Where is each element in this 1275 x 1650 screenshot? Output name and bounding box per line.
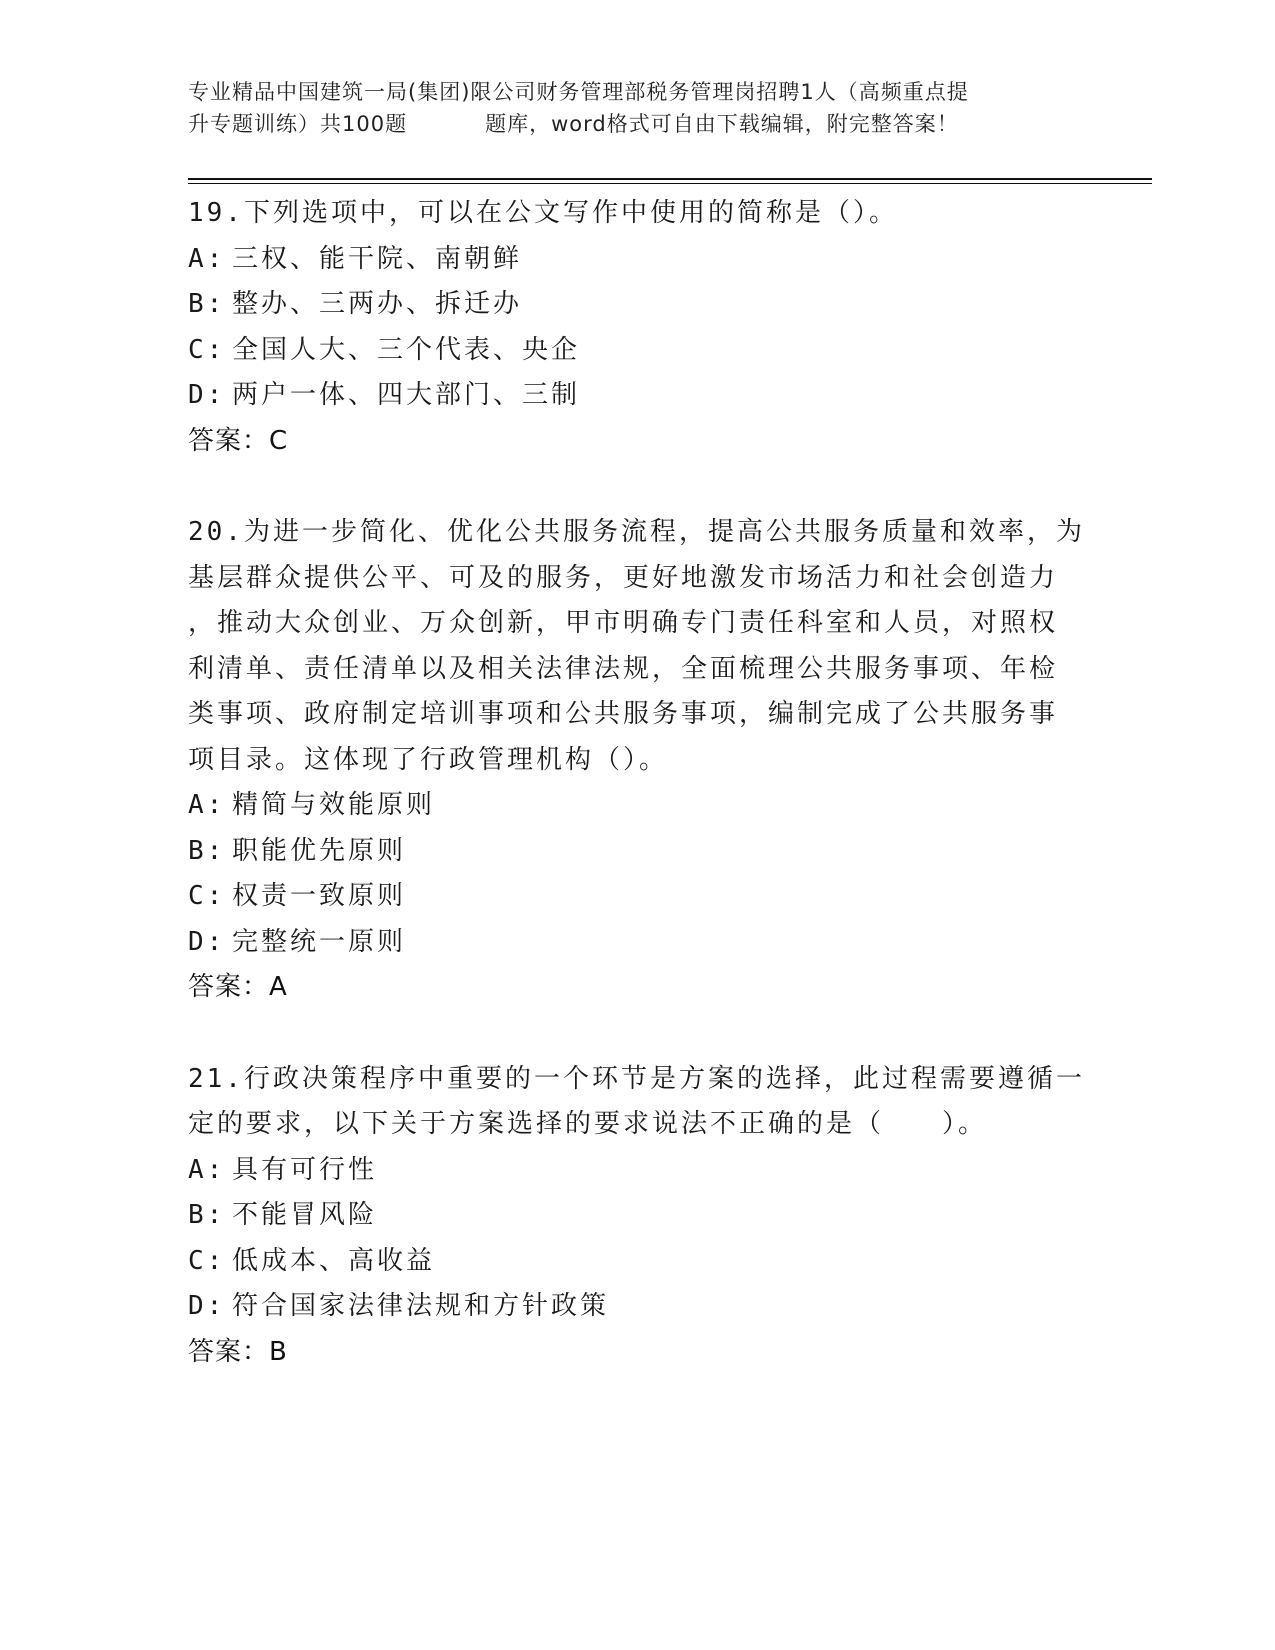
option-b <box>188 282 1088 328</box>
answer-label: 答案： <box>188 1336 270 1367</box>
option-b <box>188 829 1088 875</box>
stem-line: 类事项、政府制定培训事项和公共服务事项，编制完成了公共服务事 <box>188 699 1059 729</box>
question-stem <box>188 510 1088 783</box>
document-header <box>188 76 1088 140</box>
option-letter: C: <box>188 881 226 911</box>
option-letter: C: <box>188 1245 226 1276</box>
answer-line <box>188 1330 1088 1376</box>
option-letter: D: <box>188 1291 226 1321</box>
option-letter: A: <box>188 1154 226 1185</box>
option-text: 完整统一原则 <box>232 926 407 957</box>
stem-line: 利清单、责任清单以及相关法律法规，全面梳理公共服务事项、年检 <box>188 653 1059 684</box>
option-letter: D: <box>188 926 226 957</box>
header-title-line-2: 升专题训练）共100题 <box>188 112 408 136</box>
stem-line: 20.为进一步简化、优化公共服务流程，提高公共服务质量和效率，为 <box>188 517 1085 547</box>
option-letter: B: <box>188 289 226 319</box>
option-letter: A: <box>188 790 226 820</box>
option-text: 权责一致原则 <box>232 881 407 911</box>
option-text: 低成本、高收益 <box>232 1245 436 1276</box>
option-d <box>188 920 1088 966</box>
option-d <box>188 373 1088 419</box>
question-stem: 19.下列选项中，可以在公文写作中使用的简称是（）。 <box>188 198 898 228</box>
option-text: 精简与效能原则 <box>232 790 436 820</box>
option-text: 职能优先原则 <box>232 835 407 866</box>
question-stem <box>188 1057 1088 1148</box>
header-title-line-1: 专业精品中国建筑一局(集团)限公司财务管理部税务管理岗招聘1人（高频重点提 <box>188 80 969 104</box>
header-line-2 <box>188 108 1088 140</box>
option-d <box>188 1284 1088 1330</box>
option-text: 整办、三两办、拆迁办 <box>232 289 523 319</box>
option-letter: D: <box>188 380 226 410</box>
option-c <box>188 1239 1088 1285</box>
answer-value: A <box>269 972 288 1002</box>
header-rule-thin <box>188 183 1152 184</box>
answer-value: C <box>269 425 289 456</box>
option-letter: B: <box>188 835 226 866</box>
stem-line: 21.行政决策程序中重要的一个环节是方案的选择，此过程需要遵循一 <box>188 1063 1085 1094</box>
answer-label: 答案： <box>188 972 270 1002</box>
option-a <box>188 783 1088 829</box>
option-letter: C: <box>188 334 226 365</box>
stem-line: 定的要求，以下关于方案选择的要求说法不正确的是（ ）。 <box>188 1109 988 1139</box>
option-text: 两户一体、四大部门、三制 <box>232 380 581 410</box>
option-a <box>188 237 1088 283</box>
option-text: 具有可行性 <box>232 1154 378 1185</box>
answer-line <box>188 419 1088 465</box>
stem-line: ，推动大众创业、万众创新，甲市明确专门责任科室和人员，对照权 <box>188 608 1059 638</box>
option-a <box>188 1148 1088 1194</box>
option-letter: B: <box>188 1200 226 1230</box>
header-rule-thick <box>188 178 1152 180</box>
option-c <box>188 874 1088 920</box>
answer-label: 答案： <box>188 425 270 456</box>
answer-value: B <box>269 1336 288 1367</box>
answer-line <box>188 965 1088 1011</box>
question-list <box>188 191 1088 1421</box>
option-b <box>188 1193 1088 1239</box>
option-text: 三权、能干院、南朝鲜 <box>232 243 523 274</box>
option-c <box>188 328 1088 374</box>
option-text: 全国人大、三个代表、央企 <box>232 334 581 365</box>
header-subtitle: 题库，word格式可自由下载编辑，附完整答案！ <box>485 112 959 136</box>
option-text: 不能冒风险 <box>232 1200 378 1230</box>
question-21 <box>188 1057 1088 1376</box>
question-20 <box>188 510 1088 1011</box>
question-19 <box>188 191 1088 464</box>
stem-line: 项目录。这体现了行政管理机构（）。 <box>188 744 669 775</box>
option-letter: A: <box>188 243 226 274</box>
stem-line: 基层群众提供公平、可及的服务，更好地激发市场活力和社会创造力 <box>188 562 1059 593</box>
option-text: 符合国家法律法规和方针政策 <box>232 1291 610 1321</box>
